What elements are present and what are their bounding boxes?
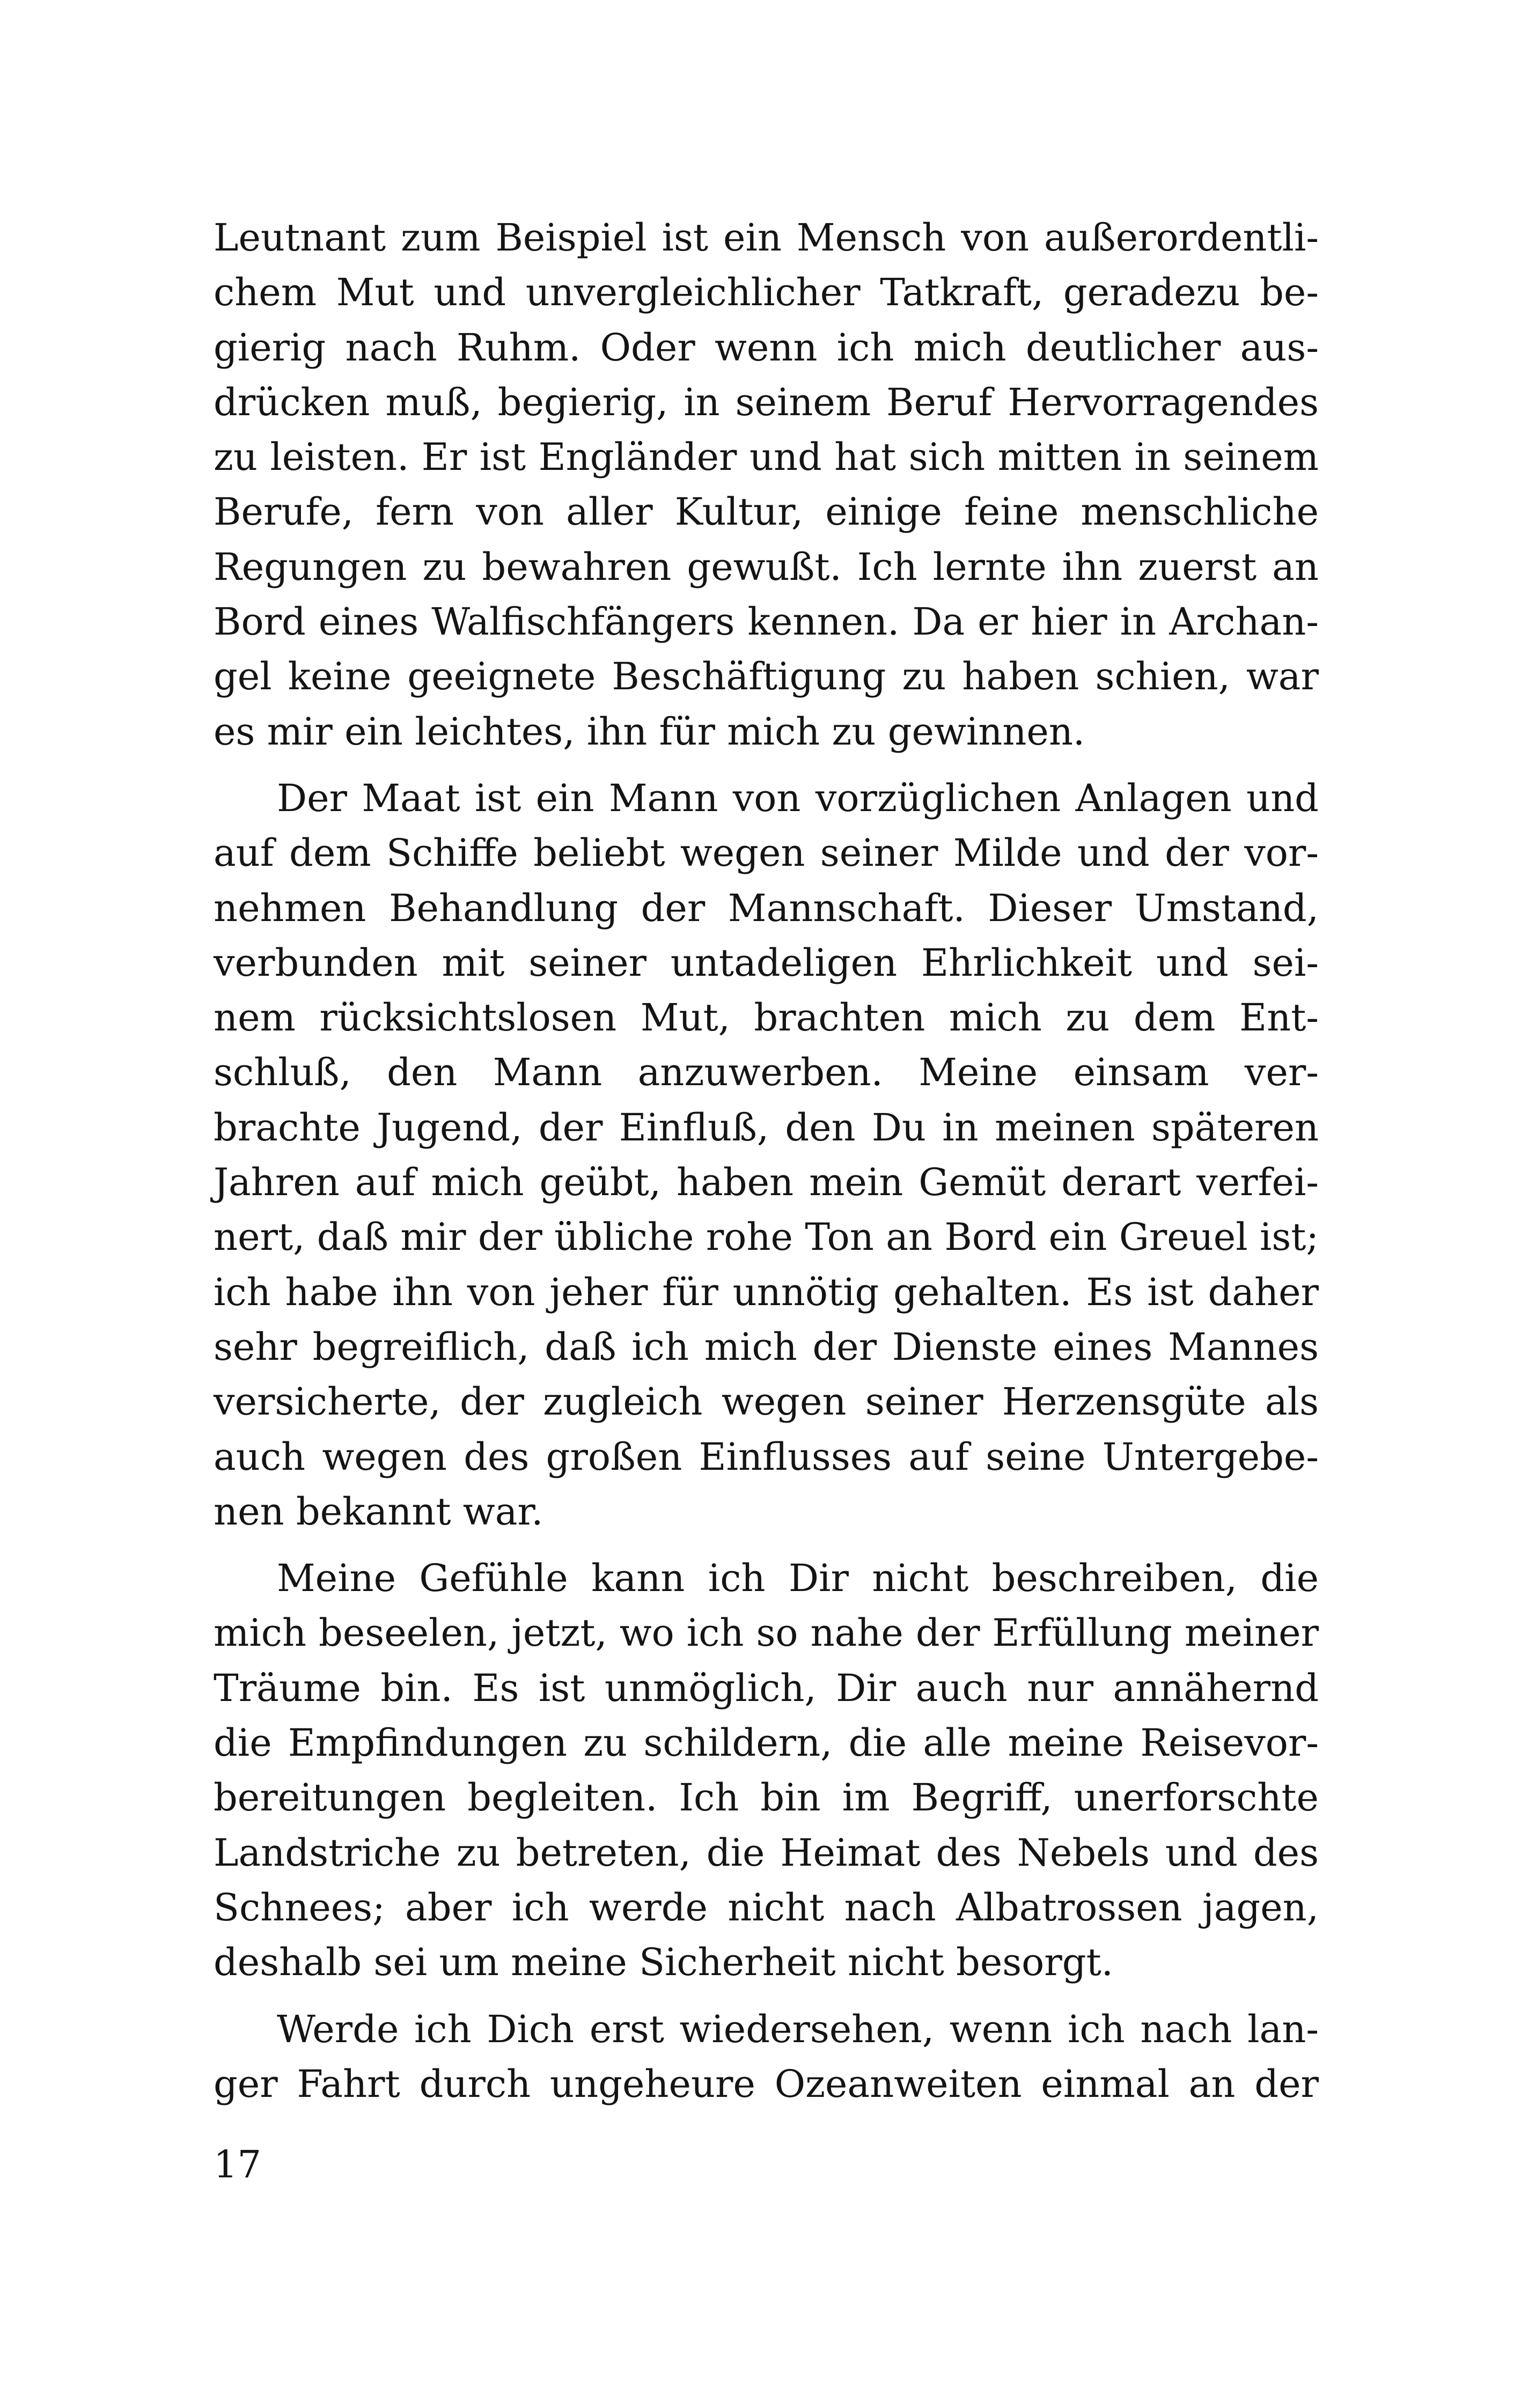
text-line: gierig nach Ruhm. Oder wenn ich mich deutlicher aus- — [214, 325, 1319, 370]
text-line: die Empfindungen zu schildern, die alle meine Reisevor- — [214, 1721, 1319, 1765]
text-line: bereitungen begleiten. Ich bin im Begriff, unerforschte — [214, 1776, 1319, 1820]
text-line: ger Fahrt durch ungeheure Ozeanweiten einmal an der — [214, 2061, 1319, 2106]
text-line: ich habe ihn von jeher für unnötig gehalten. Es ist daher — [214, 1270, 1319, 1314]
text-line: Landstriche zu betreten, die Heimat des Nebels und des — [214, 1830, 1319, 1875]
text-line: Jahren auf mich geübt, haben mein Gemüt derart verfei- — [214, 1160, 1319, 1205]
paragraph — [214, 210, 1319, 759]
text-line: auf dem Schiffe beliebt wegen seiner Milde und der vor- — [214, 831, 1319, 875]
paragraph — [214, 2002, 1319, 2112]
text-line: nert, daß mir der übliche rohe Ton an Bord ein Greuel ist; — [214, 1215, 1319, 1260]
text-line: drücken muß, begierig, in seinem Beruf Hervorragendes — [214, 380, 1319, 424]
text-line: Bord eines Walfischfängers kennen. Da er hier in Archan- — [214, 600, 1319, 644]
text-line: Werde ich Dich erst wiedersehen, wenn ich nach lan- — [277, 2007, 1319, 2051]
text-line: Träume bin. Es ist unmöglich, Dir auch nur annähernd — [214, 1666, 1319, 1710]
text-line: nehmen Behandlung der Mannschaft. Dieser Umstand, — [214, 886, 1319, 930]
text-line: verbunden mit seiner untadeligen Ehrlichkeit und sei- — [214, 940, 1319, 985]
text-line: schluß, den Mann anzuwerben. Meine einsam ver- — [214, 1050, 1319, 1095]
text-line: Meine Gefühle kann ich Dir nicht beschreiben, die — [277, 1556, 1319, 1601]
body-text — [214, 210, 1319, 2111]
text-line: nen bekannt war. — [214, 1489, 543, 1534]
text-line: Schnees; aber ich werde nicht nach Albatrossen jagen, — [214, 1885, 1319, 1930]
text-line: Der Maat ist ein Mann von vorzüglichen Anlagen und — [277, 776, 1319, 820]
text-line: chem Mut und unvergleichlicher Tatkraft, geradezu be- — [214, 270, 1319, 315]
text-line: mich beseelen, jetzt, wo ich so nahe der Erfüllung meiner — [214, 1611, 1319, 1655]
text-line: zu leisten. Er ist Engländer und hat sich mitten in seinem — [214, 435, 1319, 480]
text-line: es mir ein leichtes, ihn für mich zu gewinnen. — [214, 709, 1085, 754]
text-line: Leutnant zum Beispiel ist ein Mensch von außerordentli- — [214, 216, 1319, 260]
text-line: gel keine geeignete Beschäftigung zu haben schien, war — [214, 654, 1319, 699]
page-number: 17 — [214, 2142, 262, 2186]
text-line: brachte Jugend, der Einfluß, den Du in meinen späteren — [214, 1105, 1319, 1150]
paragraph — [214, 771, 1319, 1539]
text-line: Berufe, fern von aller Kultur, einige feine menschliche — [214, 490, 1319, 534]
text-line: sehr begreiflich, daß ich mich der Dienste eines Mannes — [214, 1324, 1319, 1369]
text-line: nem rücksichtslosen Mut, brachten mich zu dem Ent- — [214, 996, 1319, 1040]
text-line: auch wegen des großen Einflusses auf seine Untergebe- — [214, 1434, 1319, 1479]
text-line: Regungen zu bewahren gewußt. Ich lernte ihn zuerst an — [214, 544, 1319, 589]
text-line: versicherte, der zugleich wegen seiner Herzensgüte als — [214, 1380, 1319, 1424]
paragraph — [214, 1551, 1319, 1990]
text-line: deshalb sei um meine Sicherheit nicht besorgt. — [214, 1940, 1113, 1985]
